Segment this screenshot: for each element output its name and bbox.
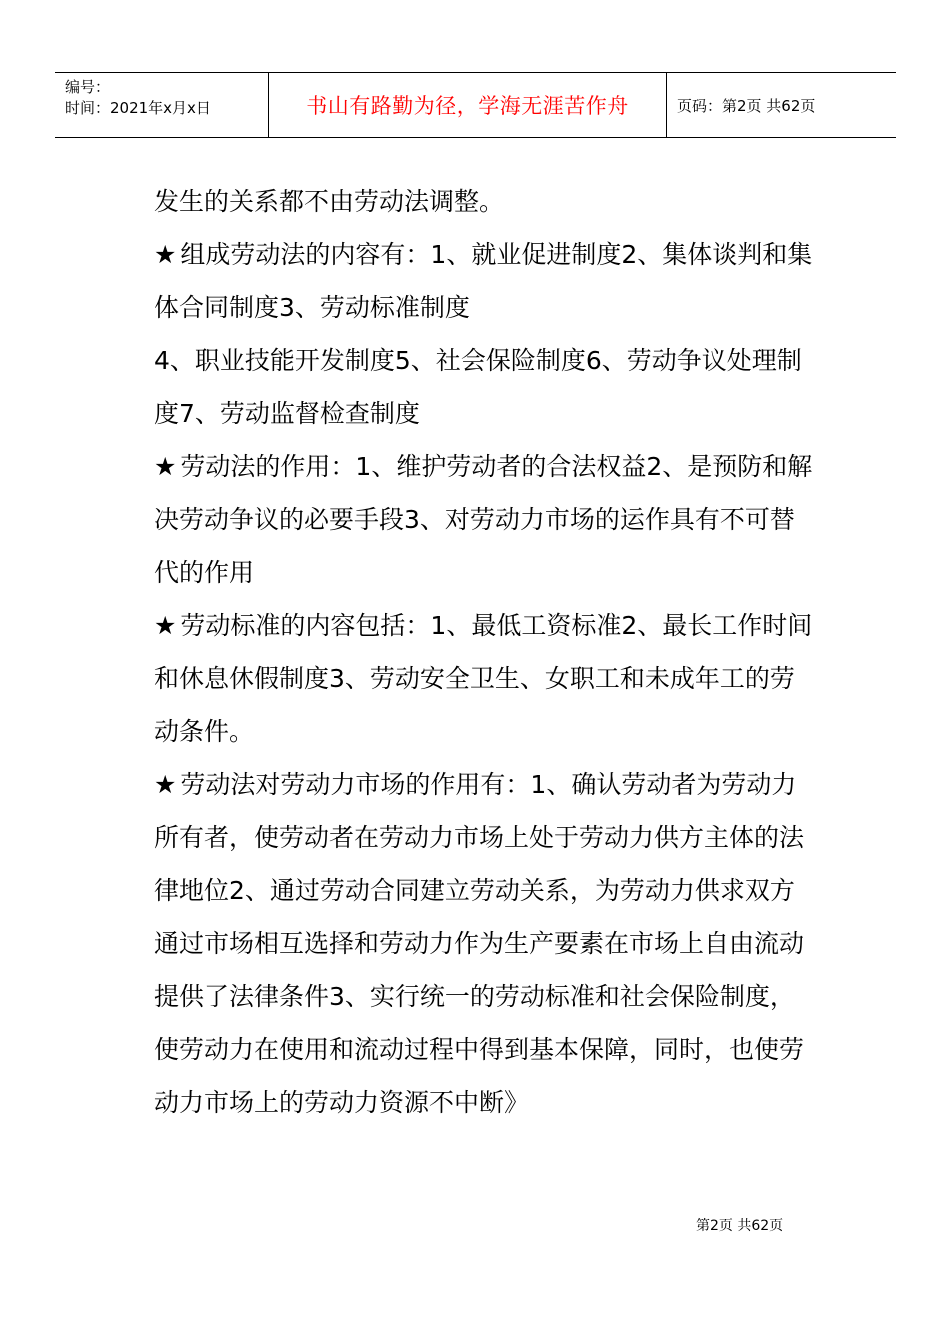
document-body — [154, 175, 814, 1129]
star-bullet-icon: ★ — [154, 452, 177, 481]
page-footer — [696, 1215, 783, 1235]
header-motto-cell — [269, 73, 667, 137]
star-bullet-icon: ★ — [154, 611, 177, 640]
footer-page-number: 第2页 共62页 — [696, 1218, 784, 1234]
paragraph-text: 劳动法对劳动力市场的作用有：1、确认劳动者为劳动力所有者，使劳动者在劳动力市场上处于劳动力供方主体的法律地位2、通过劳动合同建立劳动关系，为劳动力供求双方通过市场相互选择和劳动力作为生产要素在市场上自由流动提供了法律条件3、实行统一的劳动标准和社会保险制度，使劳动力在使用和流动过程中得到基本保障，同时，也使劳动力市场上的劳动力资源不中断》 — [154, 770, 805, 1117]
header-meta — [55, 73, 269, 137]
motto-text: 书山有路勤为径，学海无涯苦作舟 — [306, 94, 629, 118]
star-bullet-icon: ★ — [154, 240, 177, 269]
page-info: 页码：第2页 共62页 — [677, 96, 816, 115]
paragraph-text: 劳动法的作用：1、维护劳动者的合法权益2、是预防和解决劳动争议的必要手段3、对劳动力市场的运作具有不可替代的作用 — [154, 452, 813, 587]
time-label: 时间：2021年x月x日 — [65, 99, 211, 117]
paragraph-text: 组成劳动法的内容有：1、就业促进制度2、集体谈判和集体合同制度3、劳动标准制度 — [154, 240, 813, 322]
header-page-info-cell — [667, 73, 896, 137]
paragraph-labor-market-role — [154, 758, 814, 1129]
serial-number-label: 编号： — [65, 78, 111, 96]
paragraph-text: 劳动标准的内容包括：1、最低工资标准2、最长工作时间和休息休假制度3、劳动安全卫生、女职工和未成年工的劳动条件。 — [154, 611, 813, 746]
intro-tail-paragraph: 发生的关系都不由劳动法调整。 — [154, 187, 505, 216]
paragraph-law-contents-continued: 4、职业技能开发制度5、社会保险制度6、劳动争议处理制度7、劳动监督检查制度 — [154, 346, 802, 428]
paragraph-labor-standards — [154, 599, 814, 758]
page-header — [55, 72, 896, 138]
paragraph-law-functions — [154, 440, 814, 599]
paragraph-law-contents — [154, 228, 814, 334]
star-bullet-icon: ★ — [154, 770, 177, 799]
